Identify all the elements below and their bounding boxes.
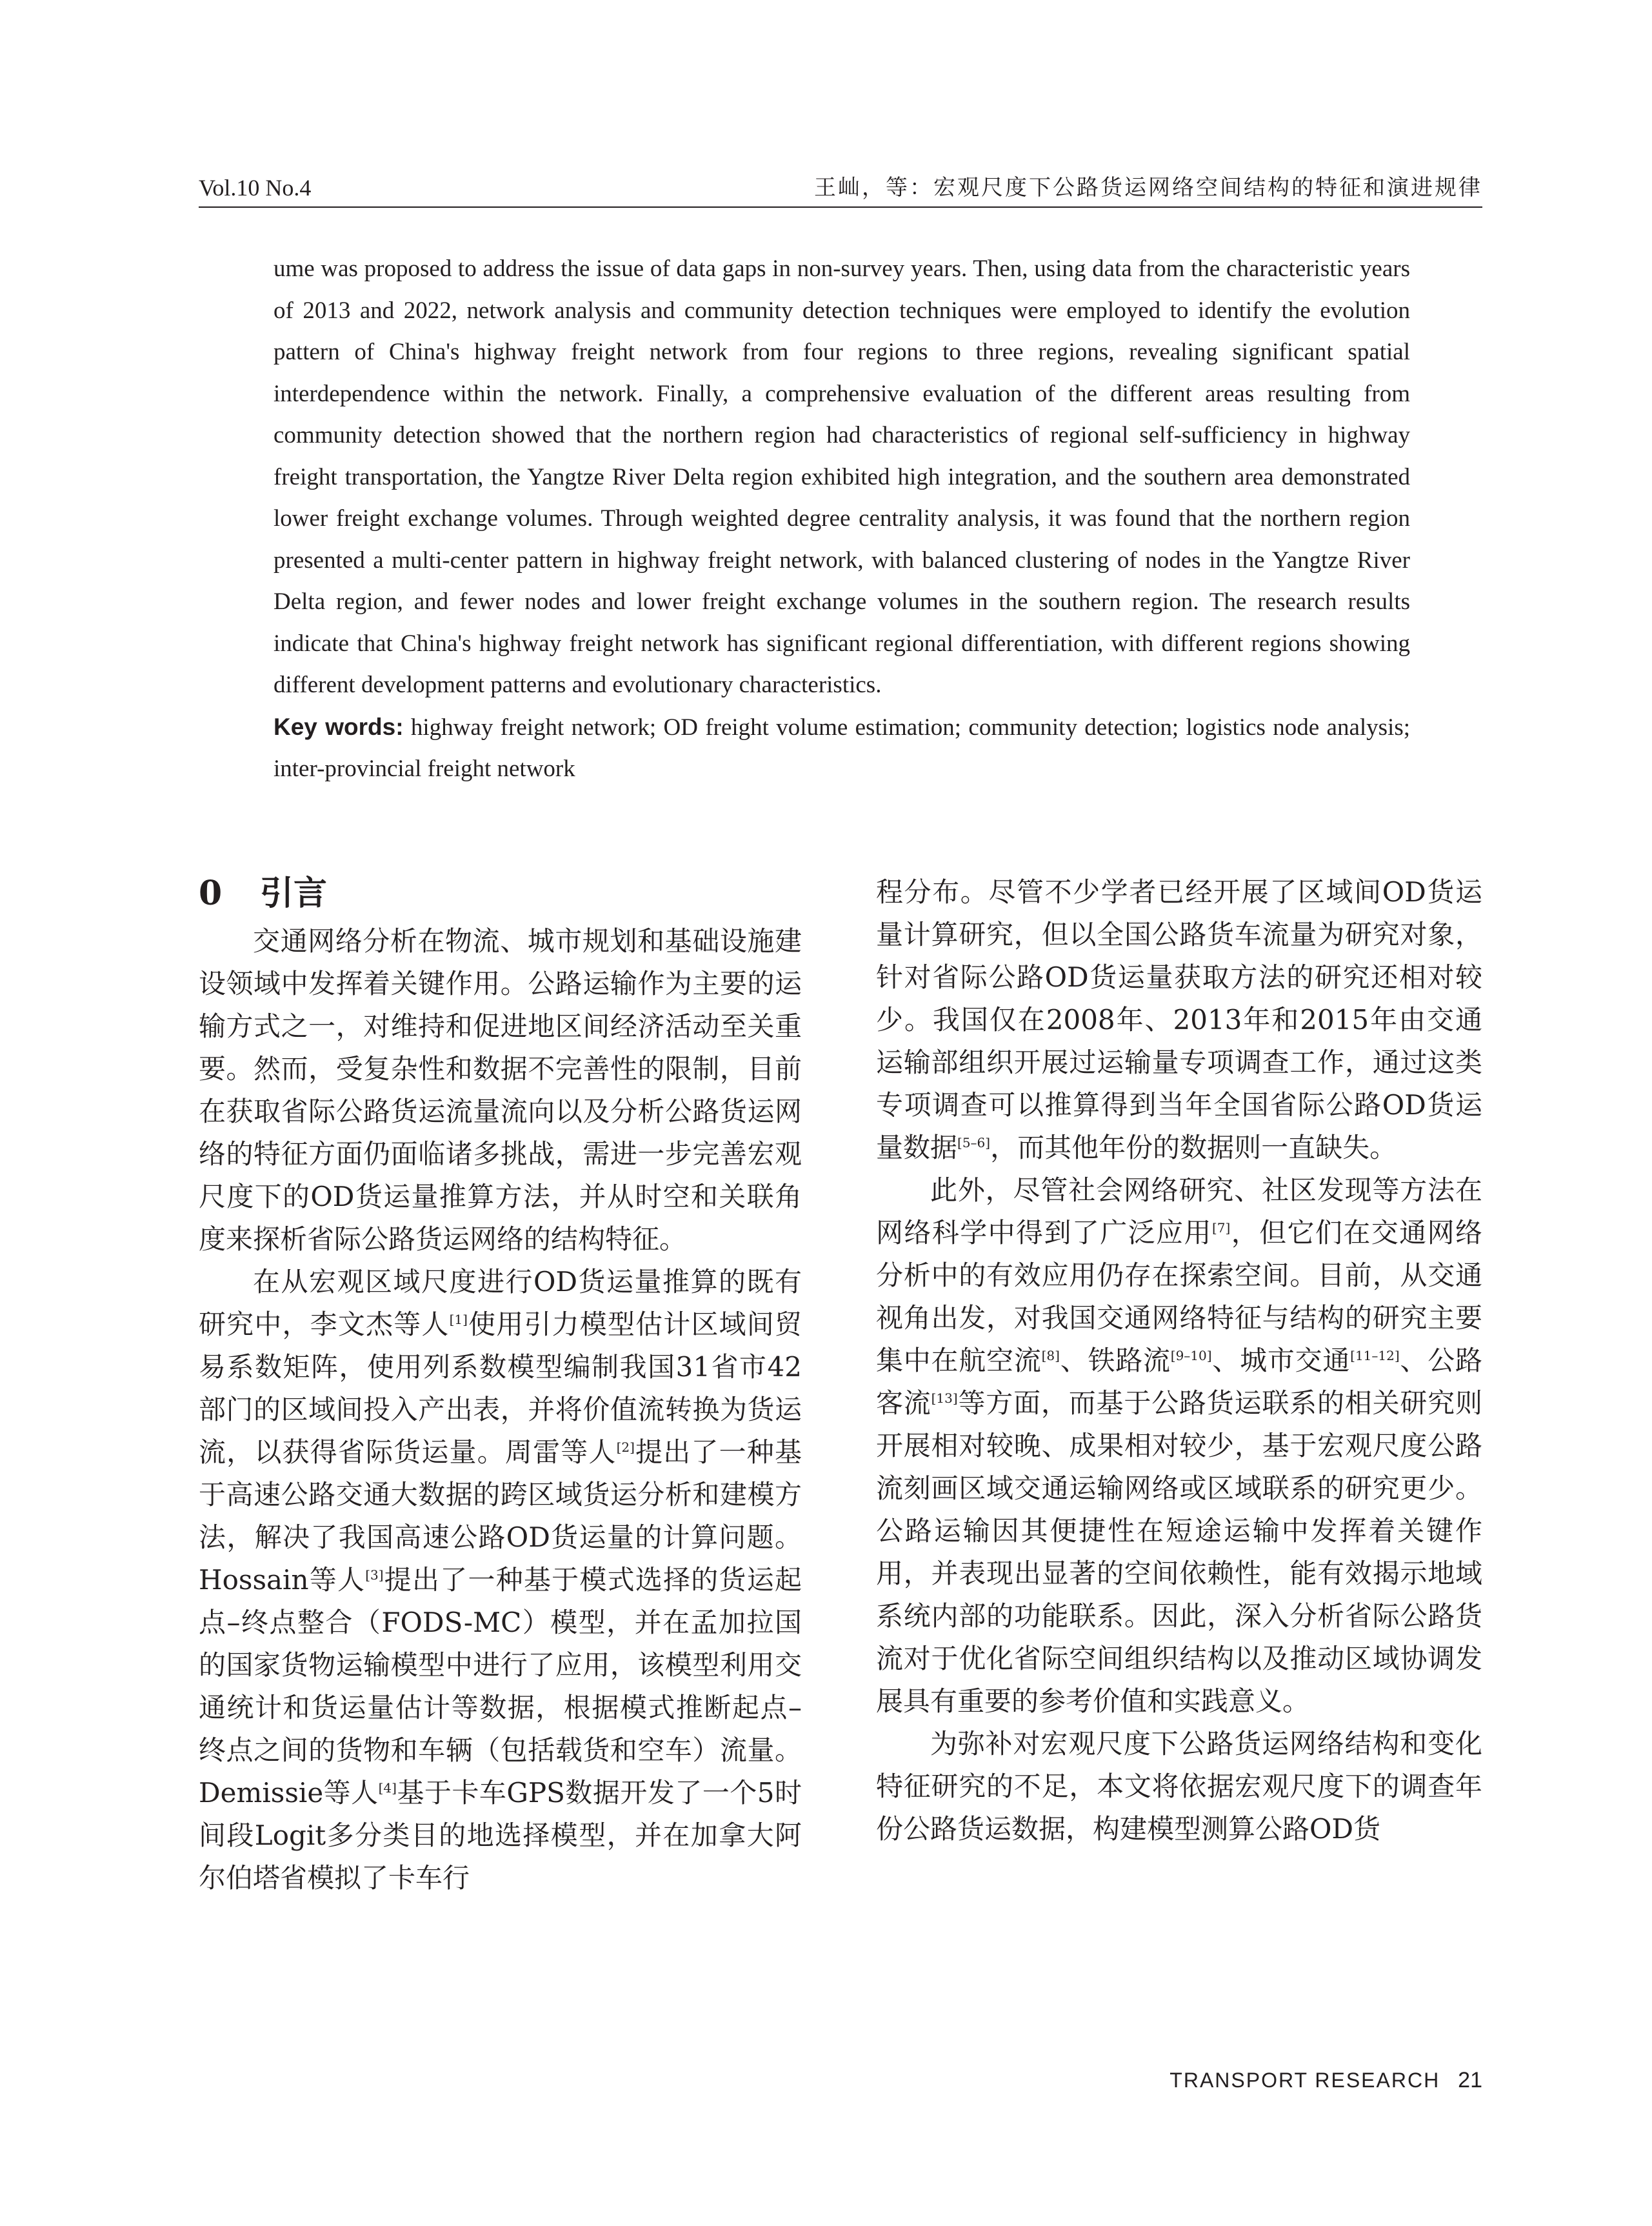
abstract-text: ume was proposed to address the issue of data gaps in non-survey years. Then, using data from the characteristic years of 2013 and 2022, network analysis and community detection techniques were employed to identify the evolution pattern of China's highway freight network from four regions to three regions, revealing significant spatial interdependence within the network. Finally, a comprehensive evaluation of the different areas resulting from community detection showed that the northern region had characteristics of regional self-sufficiency in highway freight transportation, the Yangtze River Delta region exhibited high integration, and the southern area demonstrated lower freight exchange volumes. Through weighted degree centrality analysis, it was found that the northern region presented a multi-center pattern in highway freight network, with balanced clustering of nodes in the Yangtze River Delta region, and fewer nodes and lower freight exchange volumes in the southern region. The research results indicate that China's highway freight network has significant regional differentiation, with different regions showing different development patterns and evolutionary characteristics. (274, 256, 1410, 698)
keywords-line (274, 707, 1410, 790)
citation: [9–10] (1170, 1348, 1212, 1363)
text-run: 、铁路流 (1059, 1345, 1171, 1376)
journal-issue: Vol.10 No.4 (199, 175, 312, 201)
footer-journal-name: TRANSPORT RESEARCH (1169, 2069, 1440, 2092)
left-paragraph-2 (199, 1261, 802, 1900)
text-run: 提出了一种基于模式选择的货运起点–终点整合（FODS-MC）模型，并在孟加拉国的国家货物运输模型中进行了应用，该模型利用交通统计和货运量估计等数据，根据模式推断起点–终点之间的货物和车辆（包括载货和空车）流量。Demissie等人 (199, 1564, 802, 1809)
text-run: 等方面，而基于公路货运联系的相关研究则开展相对较晚、成果相对较少，基于宏观尺度公路流刻画区域交通运输网络或区域联系的研究更少。公路运输因其便捷性在短途运输中发挥着关键作用，并表现出显著的空间依赖性，能有效揭示地域系统内部的功能联系。因此，深入分析省际公路货流对于优化省际空间组织结构以及推动区域协调发展具有重要的参考价值和实践意义。 (876, 1387, 1482, 1717)
text-run: 在从宏观区域尺度进行OD货运量推算的既有研究中，李文杰等人 (199, 1266, 802, 1340)
text-run: 程分布。尽管不少学者已经开展了区域间OD货运量计算研究，但以全国公路货车流量为研究对象，针对省际公路OD货运量获取方法的研究还相对较少。我国仅在2008年、2013年和2015年由交通运输部组织开展过运输量专项调查工作，通过这类专项调查可以推算得到当年全国省际公路OD货运量数据 (876, 876, 1482, 1163)
abstract-block (274, 248, 1410, 790)
keywords-text: highway freight network; OD freight volume estimation; community detection; logistics node analysis; inter-provincial freight network (274, 714, 1410, 782)
left-column (199, 871, 802, 1900)
running-title: 王屾，等：宏观尺度下公路货运网络空间结构的特征和演进规律 (814, 175, 1482, 201)
header-rule (199, 206, 1482, 208)
citation: [1] (449, 1312, 468, 1327)
right-paragraph-2 (876, 1169, 1482, 1723)
citation: [4] (378, 1780, 397, 1796)
citation: [13] (931, 1390, 958, 1406)
section-number: 0 (199, 874, 223, 913)
text-run: 、城市交通 (1211, 1345, 1351, 1376)
left-paragraph-1: 交通网络分析在物流、城市规划和基础设施建设领域中发挥着关键作用。公路运输作为主要的运输方式之一，对维持和促进地区间经济活动至关重要。然而，受复杂性和数据不完善性的限制，目前在获取省际公路货运流量流向以及分析公路货运网络的特征方面仍面临诸多挑战，需进一步完善宏观尺度下的OD货运量推算方法，并从时空和关联角度来探析省际公路货运网络的结构特征。 (199, 925, 802, 1255)
citation: [2] (616, 1439, 635, 1455)
citation: [7] (1211, 1220, 1231, 1236)
citation: [3] (365, 1567, 384, 1583)
text-run: 提出了一种基于高速公路交通大数据的跨区域货运分析和建模方法，解决了我国高速公路OD货运量的计算问题。Hossain等人 (199, 1436, 802, 1596)
text-run: 此外，尽管社会网络研究、社区发现等方法在网络科学中得到了广泛应用 (876, 1174, 1482, 1248)
citation: [8] (1041, 1348, 1060, 1363)
text-run: 、公路客流 (876, 1345, 1482, 1419)
right-column (876, 871, 1482, 1850)
citation: [11–12] (1350, 1348, 1400, 1363)
page-number: 21 (1458, 2068, 1482, 2092)
keywords-label: Key words: (274, 713, 404, 740)
section-heading (199, 871, 802, 916)
right-paragraph-1 (876, 871, 1482, 1169)
page-footer (1169, 2068, 1482, 2093)
citation: [5–6] (957, 1135, 991, 1150)
text-run: 基于卡车GPS数据开发了一个5时间段Logit多分类目的地选择模型，并在加拿大阿尔伯塔省模拟了卡车行 (199, 1777, 802, 1894)
text-run: ，而其他年份的数据则一直缺失。 (990, 1132, 1397, 1163)
section-title: 引言 (260, 874, 328, 913)
running-header (199, 169, 1482, 208)
text-run: 使用引力模型估计区域间贸易系数矩阵，使用列系数模型编制我国31省市42部门的区域间投入产出表，并将价值流转换为货运流，以获得省际货运量。周雷等人 (199, 1309, 802, 1468)
text-run: ，但它们在交通网络分析中的有效应用仍存在探索空间。目前，从交通视角出发，对我国交通网络特征与结构的研究主要集中在航空流 (876, 1217, 1482, 1376)
right-paragraph-3: 为弥补对宏观尺度下公路货运网络结构和变化特征研究的不足，本文将依据宏观尺度下的调查年份公路货运数据，构建模型测算公路OD货 (876, 1728, 1482, 1845)
